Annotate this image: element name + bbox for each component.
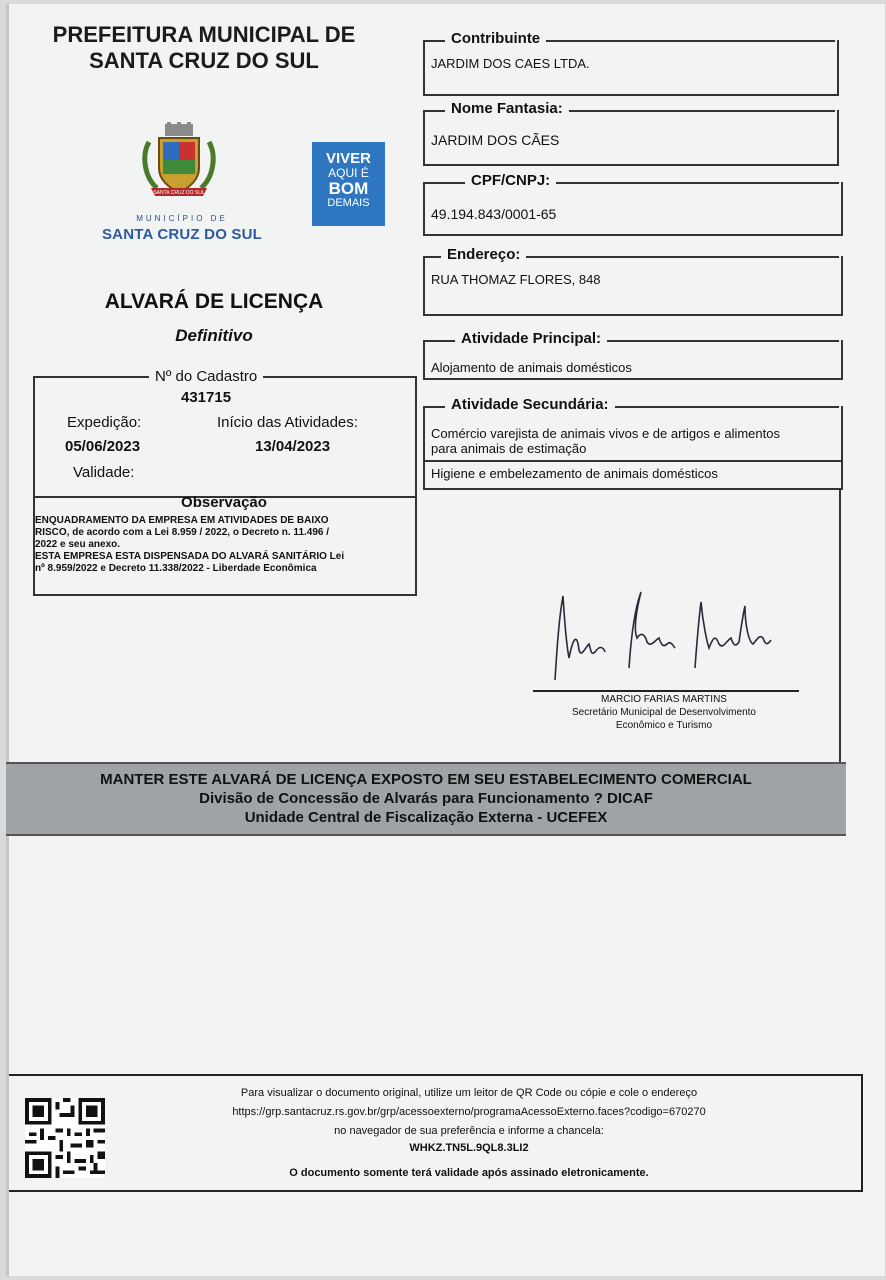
signatory-role: Secretário Municipal de Desenvolvimento [572, 707, 756, 718]
secundaria-label: Atividade Secundária: [445, 396, 615, 413]
cadastro-value: 431715 [181, 389, 232, 406]
municipio-name: SANTA CRUZ DO SUL [101, 226, 263, 243]
secundaria-value-1 [431, 426, 780, 456]
observacao-line: nº 8.959/2022 e Decreto 11.338/2022 - Liberdade Econômica [35, 563, 317, 574]
endereco-label: Endereço: [441, 246, 526, 263]
prefeitura-line-1: PREFEITURA MUNICIPAL DE [52, 22, 356, 47]
verification-url[interactable]: https://grp.santacruz.rs.gov.br/grp/acessoexterno/programaAcessoExterno.faces?codigo=670270 [232, 1106, 706, 1118]
secundaria-value-1-line: Comércio varejista de animais vivos e de artigos e alimentos [431, 426, 780, 441]
principal-label: Atividade Principal: [455, 330, 607, 347]
cnpj-legend [465, 172, 556, 190]
inicio-value: 13/04/2023 [255, 438, 331, 455]
document-sheet [6, 4, 885, 1276]
secundaria-value-2: Higiene e embelezamento de animais domésticos [431, 466, 718, 481]
secundaria-value-1-line: para animais de estimação [431, 441, 587, 456]
fantasia-legend [445, 100, 569, 118]
banner-line-1: MANTER ESTE ALVARÁ DE LICENÇA EXPOSTO EM SEU ESTABELECIMENTO COMERCIAL [100, 771, 752, 788]
validade-label: Validade: [73, 464, 135, 481]
qr-code-icon[interactable] [25, 1098, 105, 1178]
verification-line-3: no navegador de sua preferência e informe a chancela: [334, 1125, 604, 1137]
signature-icon [545, 588, 795, 688]
municipio-small-label: MUNICÍPIO DE [136, 214, 228, 223]
signatory-block [519, 693, 809, 732]
cadastro-label: Nº do Cadastro [149, 368, 263, 385]
cnpj-label: CPF/CNPJ: [465, 172, 556, 189]
frame-right-border [839, 490, 841, 762]
document-title: ALVARÁ DE LICENÇA [104, 290, 324, 313]
observacao-line: ENQUADRAMENTO DA EMPRESA EM ATIVIDADES DE BAIXO [35, 515, 329, 526]
viver-line-1: VIVER [325, 150, 371, 167]
banner-line-2: Divisão de Concessão de Alvarás para Funcionamento ? DICAF [199, 790, 653, 807]
verification-code: WHKZ.TN5L.9QL8.3LI2 [409, 1142, 529, 1154]
verification-line-1: Para visualizar o documento original, utilize um leitor de QR Code ou cópie e cole o endereço [240, 1087, 698, 1099]
viver-line-3: BOM [328, 179, 369, 198]
secundaria-legend [445, 396, 615, 414]
viver-line-2: AQUI É [328, 166, 369, 180]
fantasia-value: JARDIM DOS CÃES [431, 132, 560, 148]
expedicao-label: Expedição: [67, 414, 142, 431]
observacao-line: 2022 e seu anexo. [35, 539, 121, 550]
contribuinte-label: Contribuinte [445, 30, 546, 47]
signature-line [533, 690, 799, 692]
inicio-label: Início das Atividades: [217, 414, 358, 431]
contribuinte-legend [445, 30, 546, 48]
expedicao-value: 05/06/2023 [65, 438, 141, 455]
signatory-name: MARCIO FARIAS MARTINS [601, 694, 727, 705]
viver-aqui-logo [312, 142, 385, 226]
document-type: Definitivo [175, 326, 253, 345]
coat-banner-text: SANTA CRUZ DO SUL [153, 190, 205, 196]
prefeitura-line-2: SANTA CRUZ DO SUL [89, 48, 319, 73]
observacao-line: RISCO, de acordo com a Lei 8.959 / 2022, o Decreto n. 11.496 / [35, 527, 330, 538]
observacao-label: Observação [181, 494, 267, 511]
observacao-text [35, 515, 413, 575]
verification-text [169, 1084, 769, 1183]
signatory-role: Econômico e Turismo [615, 720, 713, 731]
coat-of-arms-icon [137, 122, 221, 206]
prefeitura-title [49, 22, 359, 74]
contribuinte-value: JARDIM DOS CAES LTDA. [431, 56, 590, 71]
principal-legend [455, 330, 607, 348]
principal-value: Alojamento de animais domésticos [431, 360, 632, 375]
cadastro-legend [149, 368, 263, 386]
endereco-value: RUA THOMAZ FLORES, 848 [431, 272, 601, 287]
viver-line-4: DEMAIS [327, 197, 370, 209]
fantasia-label: Nome Fantasia: [445, 100, 569, 117]
observacao-line: ESTA EMPRESA ESTA DISPENSADA DO ALVARÁ SANITÁRIO Lei [35, 551, 345, 562]
cnpj-value: 49.194.843/0001-65 [431, 206, 557, 222]
verification-note: O documento somente terá validade após assinado eletronicamente. [289, 1167, 649, 1179]
endereco-legend [441, 246, 526, 264]
banner-line-3: Unidade Central de Fiscalização Externa - UCEFEX [244, 809, 608, 826]
notice-banner [6, 762, 846, 836]
